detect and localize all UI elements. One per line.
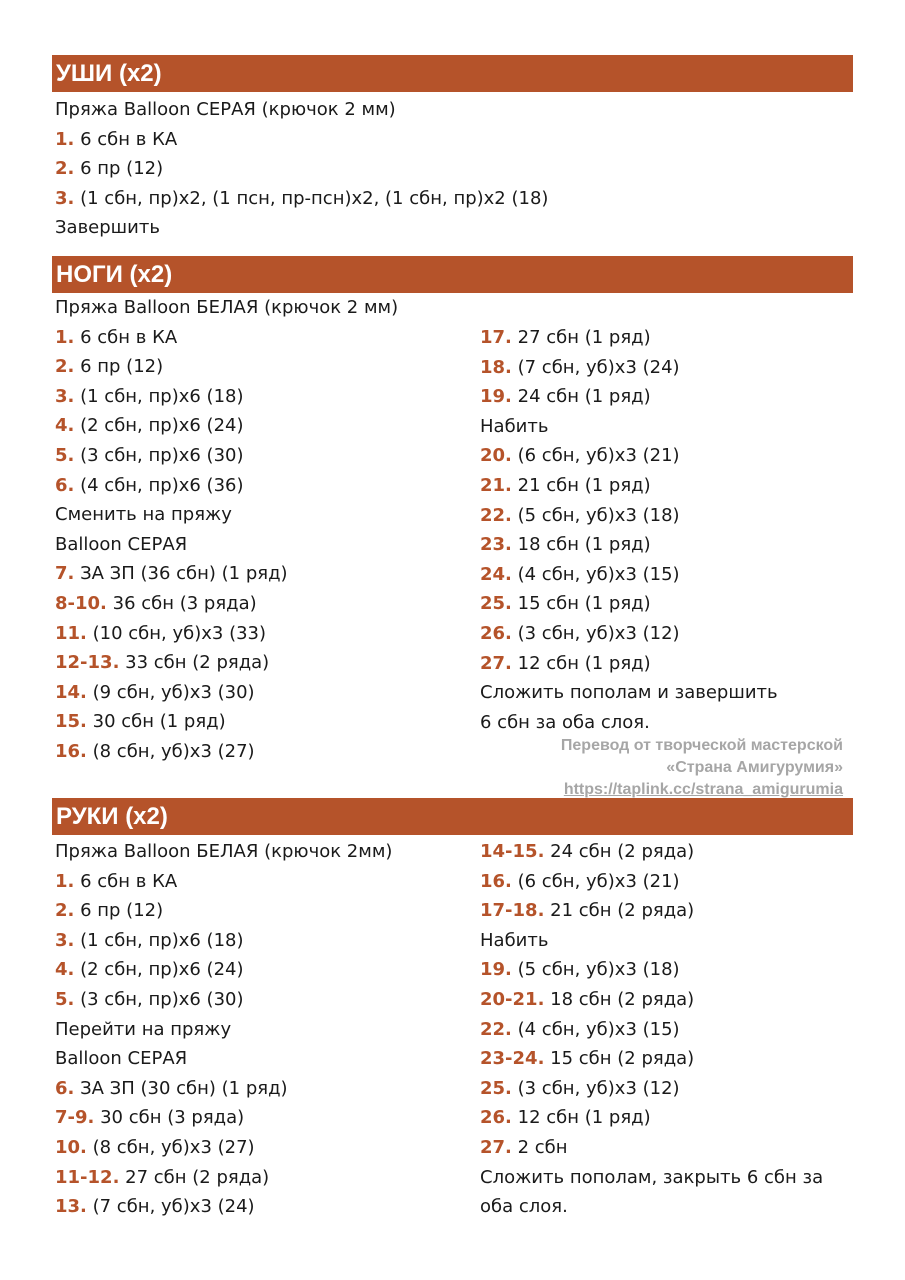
instruction-row (55, 1044, 392, 1074)
row-text: (9 сбн, уб)х3 (30) (86, 681, 255, 703)
row-text: (8 сбн, уб)х3 (27) (86, 1136, 255, 1158)
row-text: 6 сбн за оба слоя. (480, 711, 650, 733)
row-number: 27. (480, 652, 512, 674)
row-number: 6. (55, 1077, 75, 1099)
ears-rows (55, 125, 548, 243)
instruction-row (480, 560, 778, 590)
instruction-row (55, 867, 392, 897)
instruction-row (480, 678, 778, 708)
row-number: 5. (55, 988, 75, 1010)
row-text: ЗА ЗП (30 сбн) (1 ряд) (74, 1077, 288, 1099)
instruction-row (55, 955, 392, 985)
instruction-row (55, 648, 398, 678)
row-number: 24. (480, 563, 512, 585)
row-text: Сложить пополам и завершить (480, 682, 778, 704)
row-text: 18 сбн (2 ряда) (544, 988, 695, 1010)
instruction-row (55, 559, 398, 589)
row-text: 6 сбн в КА (74, 128, 178, 150)
instruction-row (55, 382, 398, 412)
instruction-row (480, 837, 823, 867)
row-number: 25. (480, 593, 512, 615)
row-text: 6 сбн в КА (74, 870, 178, 892)
row-text: 30 сбн (3 ряда) (94, 1107, 245, 1129)
row-text: (3 сбн, уб)х3 (12) (511, 622, 680, 644)
instruction-row (480, 985, 823, 1015)
instruction-row (55, 500, 398, 530)
instruction-row (480, 867, 823, 897)
row-text: Завершить (55, 217, 160, 239)
row-text: (4 сбн, уб)х3 (15) (511, 563, 680, 585)
legs-left-column (55, 293, 398, 767)
instruction-row (55, 184, 548, 214)
arms-left-column (55, 837, 392, 1222)
row-number: 13. (55, 1196, 87, 1218)
row-text: Сменить на пряжу (55, 504, 232, 526)
legs-left-rows (55, 323, 398, 767)
instruction-row (480, 501, 778, 531)
instruction-row (55, 737, 398, 767)
row-text: 15 сбн (2 ряда) (544, 1048, 695, 1070)
instruction-row (480, 896, 823, 926)
instruction-row (55, 352, 398, 382)
arms-title: РУКИ (х2) (56, 803, 168, 830)
row-number: 26. (480, 622, 512, 644)
instruction-row (480, 1133, 823, 1163)
row-number: 5. (55, 444, 75, 466)
row-text: 6 пр (12) (74, 158, 164, 180)
instruction-row (55, 441, 398, 471)
row-text: 24 сбн (1 ряд) (511, 386, 651, 408)
row-number: 22. (480, 504, 512, 526)
row-number: 7. (55, 563, 75, 585)
ears-section-header (52, 55, 853, 92)
row-number: 17. (480, 327, 512, 348)
row-text: Balloon СЕРАЯ (55, 533, 188, 555)
instruction-row (480, 530, 778, 560)
instruction-row (480, 1163, 823, 1193)
legs-right-rows (480, 323, 778, 737)
row-number: 7-9. (55, 1107, 95, 1129)
row-number: 25. (480, 1077, 512, 1099)
instruction-row (480, 619, 778, 649)
instruction-row (55, 1074, 392, 1104)
row-text: (7 сбн, уб)х3 (24) (511, 356, 680, 378)
row-number: 16. (480, 870, 512, 892)
row-text: 21 сбн (1 ряд) (511, 474, 651, 496)
row-number: 3. (55, 929, 75, 951)
instruction-row (480, 589, 778, 619)
translation-credit (561, 735, 843, 801)
row-number: 11. (55, 622, 87, 644)
row-number: 19. (480, 386, 512, 408)
instruction-row (480, 1192, 823, 1222)
instruction-row (55, 678, 398, 708)
row-text: 6 пр (12) (74, 356, 164, 378)
arms-left-rows (55, 867, 392, 1222)
instruction-row (480, 955, 823, 985)
row-text: Набить (480, 929, 549, 951)
ears-instructions (55, 95, 548, 243)
row-number: 1. (55, 870, 75, 892)
row-number: 17-18. (480, 900, 545, 922)
instruction-row (480, 471, 778, 501)
arms-yarn: Пряжа Balloon БЕЛАЯ (крючок 2мм) (55, 841, 393, 862)
row-text: (5 сбн, уб)х3 (18) (511, 504, 680, 526)
legs-section-header (52, 256, 853, 293)
instruction-row (55, 411, 398, 441)
instruction-row (55, 530, 398, 560)
row-number: 2. (55, 356, 75, 378)
row-text: 2 сбн (511, 1136, 568, 1158)
instruction-row (55, 1192, 392, 1222)
instruction-row (480, 441, 778, 471)
row-text: Набить (480, 415, 549, 437)
row-number: 14. (55, 681, 87, 703)
legs-right-column (480, 323, 778, 737)
instruction-row (480, 1074, 823, 1104)
instruction-row (55, 896, 392, 926)
row-text: 36 сбн (3 ряда) (106, 592, 257, 614)
instruction-row (55, 707, 398, 737)
instruction-row (55, 926, 392, 956)
legs-title: НОГИ (х2) (56, 261, 173, 288)
row-text: (2 сбн, пр)х6 (24) (74, 959, 244, 981)
instruction-row (480, 323, 778, 353)
row-text: (1 сбн, пр)х6 (18) (74, 929, 244, 951)
instruction-row (480, 926, 823, 956)
row-text: оба слоя. (480, 1196, 568, 1218)
credit-line-1: Перевод от творческой мастерской (560, 737, 843, 754)
arms-section-header (52, 798, 853, 835)
row-text: 24 сбн (2 ряда) (544, 841, 695, 862)
row-text: 6 сбн в КА (74, 326, 178, 348)
row-number: 1. (55, 128, 75, 150)
row-text: 15 сбн (1 ряд) (511, 593, 651, 615)
instruction-row (55, 589, 398, 619)
row-text: (3 сбн, пр)х6 (30) (74, 988, 244, 1010)
row-text: Balloon СЕРАЯ (55, 1048, 188, 1070)
row-number: 20. (480, 445, 512, 467)
instruction-row (55, 1133, 392, 1163)
row-number: 8-10. (55, 592, 107, 614)
row-number: 26. (480, 1107, 512, 1129)
instruction-row (55, 619, 398, 649)
instruction-row (55, 213, 548, 243)
instruction-row (480, 412, 778, 442)
row-number: 14-15. (480, 841, 545, 862)
row-text: (5 сбн, уб)х3 (18) (511, 959, 680, 981)
instruction-row (480, 353, 778, 383)
instruction-row (55, 1103, 392, 1133)
row-number: 20-21. (480, 988, 545, 1010)
row-text: (7 сбн, уб)х3 (24) (86, 1196, 255, 1218)
row-text: (6 сбн, уб)х3 (21) (511, 870, 680, 892)
row-text: (3 сбн, уб)х3 (12) (511, 1077, 680, 1099)
row-text: (3 сбн, пр)х6 (30) (74, 444, 244, 466)
row-number: 23-24. (480, 1048, 545, 1070)
row-text: 21 сбн (2 ряда) (544, 900, 695, 922)
row-number: 6. (55, 474, 75, 496)
row-text: 33 сбн (2 ряда) (119, 652, 270, 674)
row-number: 21. (480, 474, 512, 496)
instruction-row (55, 1015, 392, 1045)
row-number: 12-13. (55, 652, 120, 674)
row-text: 27 сбн (2 ряда) (119, 1166, 270, 1188)
row-text: (8 сбн, уб)х3 (27) (86, 740, 255, 762)
row-number: 16. (55, 740, 87, 762)
credit-line-2: «Страна Амигурумия» (666, 759, 843, 776)
instruction-row (480, 708, 778, 738)
credit-link[interactable]: https://taplink.cc/strana_amigurumia (563, 781, 843, 798)
row-text: (1 сбн, пр)х2, (1 псн, пр-псн)х2, (1 сбн, пр)х2 (18) (74, 187, 549, 209)
row-number: 19. (480, 959, 512, 981)
row-number: 27. (480, 1136, 512, 1158)
instruction-row (55, 125, 548, 155)
row-number: 3. (55, 187, 75, 209)
row-text: 6 пр (12) (74, 900, 164, 922)
row-text: 27 сбн (1 ряд) (511, 327, 651, 348)
row-text: (6 сбн, уб)х3 (21) (511, 445, 680, 467)
row-number: 10. (55, 1136, 87, 1158)
row-number: 15. (55, 711, 87, 733)
instruction-row (55, 985, 392, 1015)
arms-right-column (480, 837, 823, 1222)
row-text: (4 сбн, пр)х6 (36) (74, 474, 244, 496)
row-number: 4. (55, 415, 75, 437)
row-number: 1. (55, 326, 75, 348)
row-text: 18 сбн (1 ряд) (511, 534, 651, 556)
row-number: 23. (480, 534, 512, 556)
ears-title: УШИ (х2) (56, 60, 162, 87)
instruction-row (480, 1103, 823, 1133)
instruction-row (55, 1163, 392, 1193)
row-text: (2 сбн, пр)х6 (24) (74, 415, 244, 437)
row-number: 2. (55, 900, 75, 922)
row-number: 22. (480, 1018, 512, 1040)
row-text: 30 сбн (1 ряд) (86, 711, 226, 733)
row-number: 2. (55, 158, 75, 180)
ears-yarn: Пряжа Balloon СЕРАЯ (крючок 2 мм) (55, 99, 396, 120)
instruction-row (480, 649, 778, 679)
instruction-row (480, 1044, 823, 1074)
row-number: 4. (55, 959, 75, 981)
row-text: Сложить пополам, закрыть 6 сбн за (480, 1166, 824, 1188)
row-number: 18. (480, 356, 512, 378)
row-text: 12 сбн (1 ряд) (511, 1107, 651, 1129)
row-text: ЗА ЗП (36 сбн) (1 ряд) (74, 563, 288, 585)
row-text: 12 сбн (1 ряд) (511, 652, 651, 674)
instruction-row (480, 1015, 823, 1045)
row-text: (1 сбн, пр)х6 (18) (74, 385, 244, 407)
row-number: 11-12. (55, 1166, 120, 1188)
row-text: Перейти на пряжу (55, 1018, 232, 1040)
row-number: 3. (55, 385, 75, 407)
legs-yarn: Пряжа Balloon БЕЛАЯ (крючок 2 мм) (55, 297, 399, 318)
instruction-row (55, 471, 398, 501)
instruction-row (55, 323, 398, 353)
row-text: (10 сбн, уб)х3 (33) (86, 622, 267, 644)
instruction-row (55, 154, 548, 184)
arms-right-rows (480, 837, 823, 1222)
row-text: (4 сбн, уб)х3 (15) (511, 1018, 680, 1040)
instruction-row (480, 382, 778, 412)
